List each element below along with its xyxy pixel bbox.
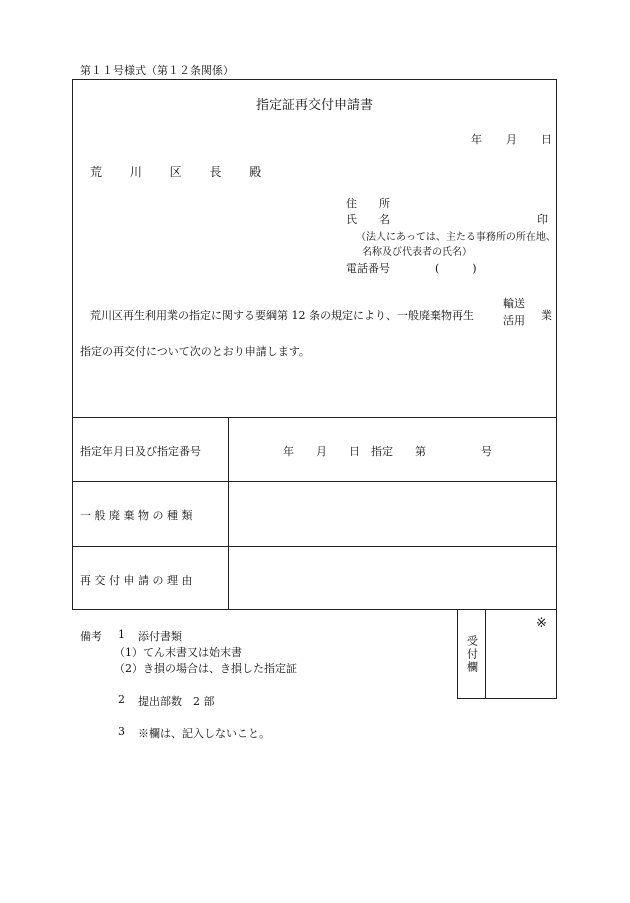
application-form-frame [72, 79, 557, 610]
note2-number: 2 [118, 693, 125, 706]
office-use-mark: ※ [536, 616, 547, 631]
table-divider [73, 481, 556, 482]
body-text-line1: 荒川区再生利用業の指定に関する要綱第 12 条の規定により、一般廃棄物再生 [90, 309, 474, 322]
row-label-reason: 再 交 付 申 請 の 理 由 [80, 574, 193, 587]
table-divider [73, 417, 556, 418]
body-text-line2: 指定の再交付について次のとおり申請します。 [80, 345, 310, 358]
date-month: 月 [506, 133, 517, 146]
addressee: 荒 川 区 長 殿 [90, 165, 274, 179]
receipt-label-cell [458, 610, 486, 698]
option-transport: 輸送 [503, 297, 525, 310]
date-day: 日 [541, 133, 552, 146]
notes-heading: 備考 [80, 630, 102, 643]
seal-mark: 印 [537, 213, 548, 226]
phone-parentheses: ( ) [435, 262, 477, 275]
note2-text: 提出部数 2 部 [138, 695, 215, 708]
table-column-divider [228, 417, 229, 610]
business-suffix: 業 [541, 309, 552, 322]
form-number-label: 第１１号様式（第１２条関係） [80, 64, 234, 77]
note1-number: 1 [118, 628, 125, 641]
note1-sub1: （1）てん末書又は始末書 [114, 646, 242, 659]
row-label-designation: 指定年月日及び指定番号 [80, 445, 201, 458]
note3-text: ※欄は、記入しないこと。 [138, 727, 270, 740]
receipt-box [457, 609, 557, 699]
option-utilization: 活用 [503, 314, 525, 327]
row-value-designation: 年 月 日 指定 第 号 [283, 445, 492, 458]
note1-text: 添付書類 [138, 630, 182, 643]
receipt-label: 受付欄 [465, 634, 479, 674]
address-label: 住 所 [346, 197, 390, 210]
row-label-waste-type: 一 般 廃 棄 物 の 種 類 [80, 509, 193, 522]
name-label: 氏 名 [346, 213, 390, 226]
note1-sub2: （2）き損の場合は、き損した指定証 [114, 662, 297, 675]
date-year: 年 [471, 133, 482, 146]
corporate-note-line2: 名称及び代表者の氏名） [362, 247, 472, 258]
note3-number: 3 [118, 725, 125, 738]
form-title: 指定証再交付申請書 [255, 98, 373, 113]
business-type-options [503, 295, 525, 329]
table-divider [73, 546, 556, 547]
corporate-note-line1: （法人にあっては、主たる事務所の所在地、 [356, 232, 556, 243]
phone-label: 電話番号 [346, 262, 390, 275]
